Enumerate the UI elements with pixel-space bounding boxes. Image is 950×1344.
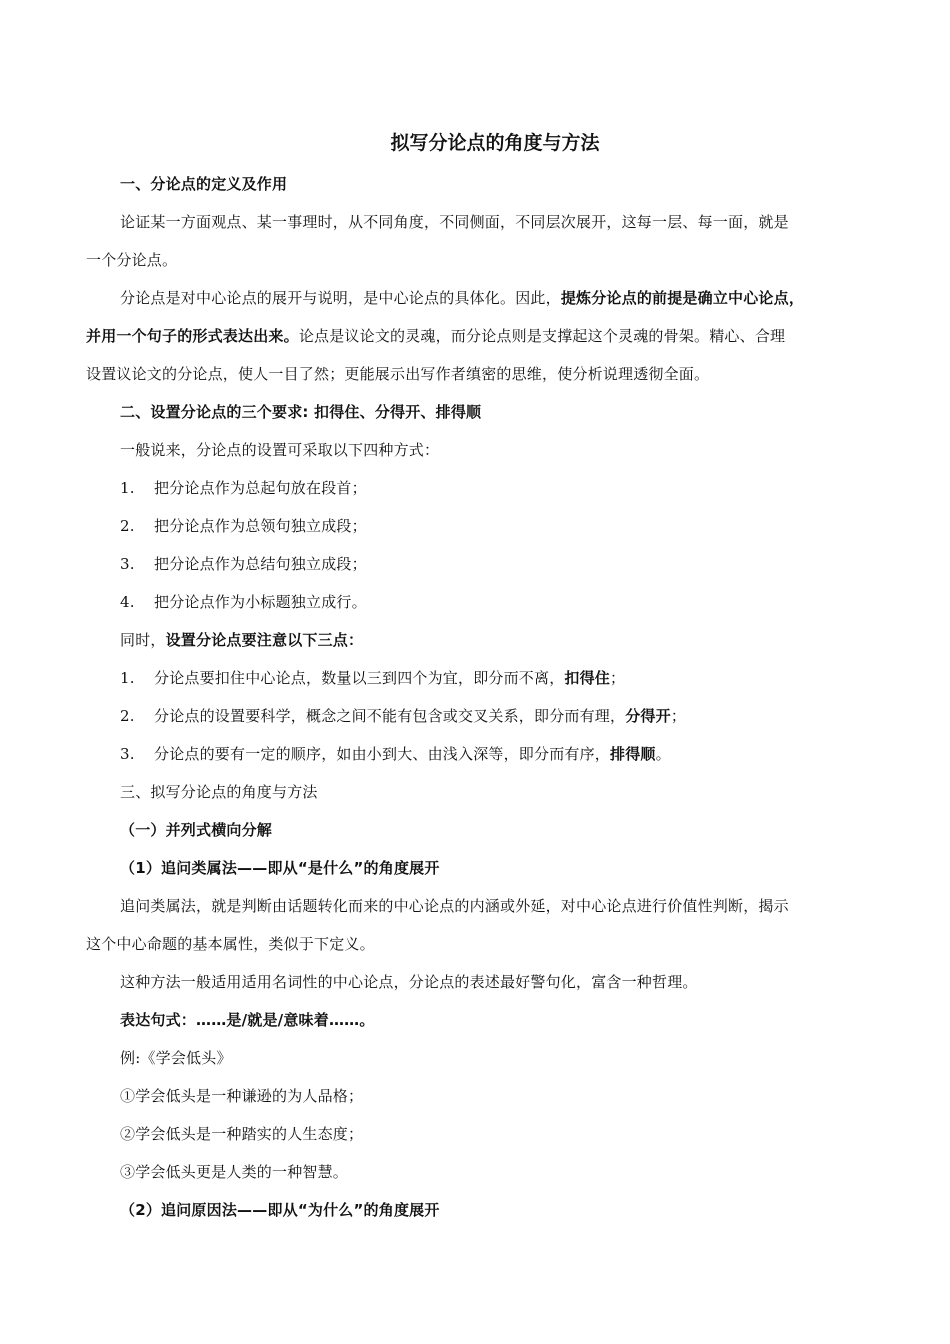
method-2-heading: （2）追问原因法——即从“为什么”的角度展开 [120, 1201, 440, 1219]
s1-paragraph-2-line-3: 设置议论文的分论点，使人一目了然；更能展示出写作者缜密的思维，使分析说理透彻全面。 [86, 365, 710, 383]
list-item [120, 706, 686, 726]
s1-p2-bold-2: 并用一个句子的形式表达出来。 [86, 327, 299, 345]
list-text: 把分论点作为小标题独立成行。 [154, 593, 367, 611]
s1-p2-text-2: 论点是议论文的灵魂，而分论点则是支撑起这个灵魂的骨架。精心、合理 [298, 327, 786, 345]
example-item: ①学会低头是一种谦逊的为人品格； [120, 1087, 364, 1105]
s2-intro: 一般说来，分论点的设置可采取以下四种方式： [120, 441, 440, 459]
s2-note-text: 同时， [120, 631, 166, 649]
list-keyword: 扣得住 [564, 669, 611, 687]
list-end: ； [610, 669, 626, 687]
example-title: 例:《学会低头》 [120, 1049, 232, 1067]
s1-paragraph-2-line-2 [86, 326, 785, 346]
m1-paragraph-1-line-1: 追问类属法，就是判断由话题转化而来的中心论点的内涵或外延，对中心论点进行价值性判断，揭示 [120, 897, 789, 915]
list-number: 3. [120, 745, 135, 763]
list-number: 1. [120, 669, 135, 687]
s1-paragraph-1-line-1: 论证某一方面观点、某一事理时，从不同角度，不同侧面，不同层次展开，这每一层、每一面，就是 [120, 213, 789, 231]
list-item [120, 592, 367, 612]
list-keyword: 分得开 [625, 707, 671, 725]
list-end: ； [670, 707, 687, 725]
s2-note [120, 630, 363, 650]
s2-note-bold: 设置分论点要注意以下三点： [165, 631, 364, 649]
expression-pattern: 表达句式：……是/就是/意味着……。 [120, 1011, 375, 1029]
list-text: 把分论点作为总结句独立成段； [154, 555, 367, 573]
list-end: 。 [655, 745, 671, 763]
list-item [120, 516, 367, 536]
section-2-heading: 二、设置分论点的三个要求: 扣得住、分得开、排得顺 [120, 403, 482, 421]
list-keyword: 排得顺 [610, 745, 656, 763]
list-text: 把分论点作为总领句独立成段； [154, 517, 367, 535]
s1-paragraph-1-line-2: 一个分论点。 [86, 251, 178, 269]
s1-paragraph-2-line-1 [120, 288, 804, 308]
method-1-heading: （1）追问类属法——即从“是什么”的角度展开 [120, 859, 440, 877]
list-item [120, 554, 367, 574]
example-item: ③学会低头更是人类的一种智慧。 [120, 1163, 349, 1181]
s1-p2-bold: 提炼分论点的前提是确立中心论点， [560, 289, 805, 307]
list-text: 分论点要扣住中心论点，数量以三到四个为宜，即分而不离， [154, 669, 565, 687]
example-item: ②学会低头是一种踏实的人生态度； [120, 1125, 364, 1143]
list-number: 2. [120, 707, 135, 725]
list-number: 1. [120, 479, 135, 497]
list-item [120, 744, 671, 764]
list-number: 3. [120, 555, 135, 573]
list-text: 分论点的设置要科学，概念之间不能有包含或交叉关系，即分而有理， [154, 707, 626, 725]
section-3-heading: 三、拟写分论点的角度与方法 [120, 783, 318, 801]
s1-p2-text: 分论点是对中心论点的展开与说明，是中心论点的具体化。因此， [120, 289, 561, 307]
list-text: 分论点的要有一定的顺序，如由小到大、由浅入深等，即分而有序， [154, 745, 611, 763]
section-1-heading: 一、分论点的定义及作用 [120, 175, 288, 193]
m1-paragraph-2: 这种方法一般适用适用名词性的中心论点，分论点的表述最好警句化，富含一种哲理。 [120, 973, 698, 991]
list-text: 把分论点作为总起句放在段首； [154, 479, 367, 497]
s3-subheading-1: （一）并列式横向分解 [120, 821, 273, 839]
list-item [120, 668, 625, 688]
m1-paragraph-1-line-2: 这个中心命题的基本属性，类似于下定义。 [86, 935, 375, 953]
page-title: 拟写分论点的角度与方法 [390, 132, 600, 154]
list-number: 4. [120, 593, 135, 611]
list-number: 2. [120, 517, 135, 535]
list-item [120, 478, 367, 498]
